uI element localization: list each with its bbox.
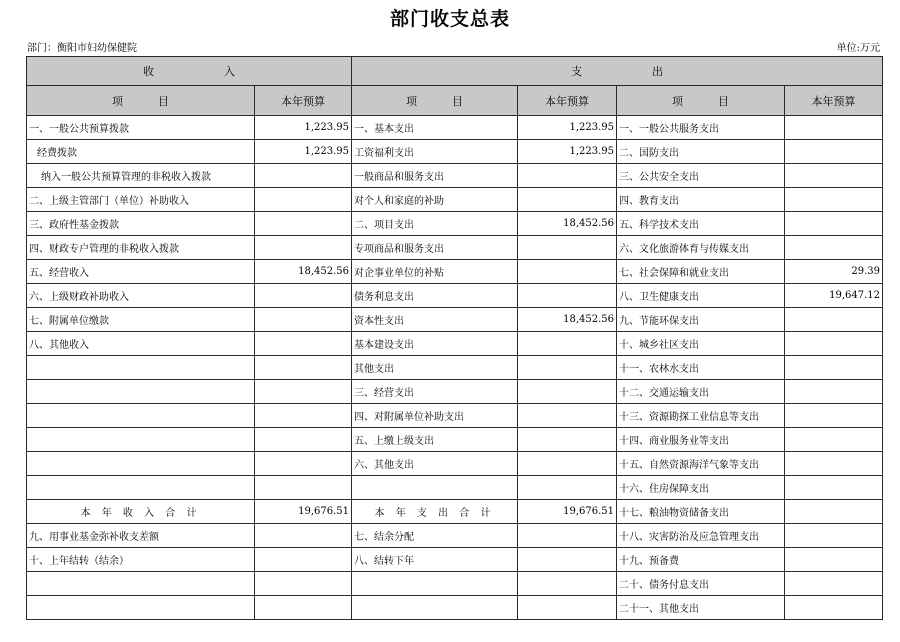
function-item-cell: 八、卫生健康支出	[617, 284, 785, 308]
income-budget-cell: 19,676.51	[255, 500, 352, 524]
function-budget-cell	[785, 572, 883, 596]
expense-budget-cell	[518, 284, 617, 308]
function-budget-cell	[785, 476, 883, 500]
table-row	[27, 524, 883, 548]
expense-item-cell: 基本建设支出	[352, 332, 518, 356]
income-budget-cell	[255, 476, 352, 500]
function-budget-cell	[785, 140, 883, 164]
function-budget-cell	[785, 188, 883, 212]
function-item-cell: 十二、交通运输支出	[617, 380, 785, 404]
expense-budget-cell	[518, 524, 617, 548]
expense-budget-cell	[518, 164, 617, 188]
table-row	[27, 548, 883, 572]
function-item-cell: 十七、粮油物资储备支出	[617, 500, 785, 524]
income-budget-cell	[255, 596, 352, 620]
function-item-cell: 十四、商业服务业等支出	[617, 428, 785, 452]
expense-item-cell: 七、结余分配	[352, 524, 518, 548]
income-item-cell: 三、政府性基金拨款	[27, 212, 255, 236]
income-item-cell: 六、上级财政补助收入	[27, 284, 255, 308]
income-item-cell	[27, 476, 255, 500]
expense-item-cell: 一、基本支出	[352, 116, 518, 140]
expense-item-cell: 本 年 支 出 合 计	[352, 500, 518, 524]
income-budget-cell	[255, 356, 352, 380]
table-row	[27, 212, 883, 236]
expense-budget-cell	[518, 452, 617, 476]
expense-budget-cell	[518, 572, 617, 596]
expense-item-cell: 资本性支出	[352, 308, 518, 332]
table-row	[27, 596, 883, 620]
function-item-cell: 三、公共安全支出	[617, 164, 785, 188]
income-budget-cell	[255, 524, 352, 548]
expense-item-cell: 六、其他支出	[352, 452, 518, 476]
department-label: 部门：衡阳市妇幼保健院	[27, 43, 137, 54]
expense-item-cell: 八、结转下年	[352, 548, 518, 572]
expense-header: 支 出	[352, 57, 883, 86]
function-item-cell: 十六、住房保障支出	[617, 476, 785, 500]
expense-item-cell: 专项商品和服务支出	[352, 236, 518, 260]
income-item-cell: 纳入一般公共预算管理的非税收入拨款	[27, 164, 255, 188]
table-row	[27, 164, 883, 188]
income-budget-cell	[255, 452, 352, 476]
function-budget-cell	[785, 116, 883, 140]
income-item-cell	[27, 404, 255, 428]
expense-budget-cell	[518, 356, 617, 380]
expense-item-cell: 五、上缴上级支出	[352, 428, 518, 452]
income-budget-cell	[255, 572, 352, 596]
income-budget-cell: 1,223.95	[255, 140, 352, 164]
expense-budget-cell: 19,676.51	[518, 500, 617, 524]
expense-budget-cell: 1,223.95	[518, 116, 617, 140]
function-item-cell: 六、文化旅游体育与传媒支出	[617, 236, 785, 260]
table-row	[27, 404, 883, 428]
function-budget-cell	[785, 428, 883, 452]
expense-item-cell	[352, 572, 518, 596]
expense-budget-cell	[518, 236, 617, 260]
function-item-cell: 五、科学技术支出	[617, 212, 785, 236]
table-row	[27, 428, 883, 452]
function-budget-cell	[785, 404, 883, 428]
income-budget-cell	[255, 404, 352, 428]
budget-header: 本年预算	[255, 86, 352, 116]
expense-item-cell: 对个人和家庭的补助	[352, 188, 518, 212]
income-item-cell	[27, 452, 255, 476]
income-item-cell	[27, 596, 255, 620]
function-item-cell: 二十、债务付息支出	[617, 572, 785, 596]
income-item-cell: 一、一般公共预算拨款	[27, 116, 255, 140]
income-budget-cell	[255, 332, 352, 356]
function-item-cell: 二、国防支出	[617, 140, 785, 164]
income-budget-cell: 1,223.95	[255, 116, 352, 140]
table-row	[27, 500, 883, 524]
income-header: 收 入	[27, 57, 352, 86]
expense-item-cell: 对企事业单位的补贴	[352, 260, 518, 284]
income-item-cell	[27, 572, 255, 596]
income-budget-cell	[255, 428, 352, 452]
income-budget-cell	[255, 548, 352, 572]
function-budget-cell	[785, 380, 883, 404]
function-budget-cell	[785, 452, 883, 476]
table-row	[27, 284, 883, 308]
function-budget-cell	[785, 524, 883, 548]
table-row	[27, 572, 883, 596]
item-header: 项 目	[617, 86, 785, 116]
function-budget-cell: 19,647.12	[785, 284, 883, 308]
table-row	[27, 188, 883, 212]
income-item-cell: 九、用事业基金弥补收支差额	[27, 524, 255, 548]
function-item-cell: 七、社会保障和就业支出	[617, 260, 785, 284]
item-header: 项 目	[352, 86, 518, 116]
income-item-cell	[27, 428, 255, 452]
table-row	[27, 380, 883, 404]
income-item-cell	[27, 380, 255, 404]
income-budget-cell	[255, 380, 352, 404]
income-item-cell: 二、上级主管部门（单位）补助收入	[27, 188, 255, 212]
expense-item-cell: 债务利息支出	[352, 284, 518, 308]
function-budget-cell	[785, 356, 883, 380]
function-item-cell: 十、城乡社区支出	[617, 332, 785, 356]
income-item-cell: 五、经营收入	[27, 260, 255, 284]
table-row	[27, 356, 883, 380]
budget-table	[26, 56, 883, 620]
income-budget-cell	[255, 308, 352, 332]
expense-budget-cell	[518, 380, 617, 404]
function-item-cell: 四、教育支出	[617, 188, 785, 212]
function-budget-cell	[785, 500, 883, 524]
table-row	[27, 476, 883, 500]
income-item-cell: 四、财政专户管理的非税收入拨款	[27, 236, 255, 260]
function-budget-cell	[785, 596, 883, 620]
expense-item-cell: 三、经营支出	[352, 380, 518, 404]
table-row	[27, 236, 883, 260]
table-row	[27, 260, 883, 284]
income-item-cell: 七、附属单位缴款	[27, 308, 255, 332]
expense-budget-cell	[518, 548, 617, 572]
table-row	[27, 116, 883, 140]
function-item-cell: 一、一般公共服务支出	[617, 116, 785, 140]
budget-header: 本年预算	[785, 86, 883, 116]
page-title: 部门收支总表	[389, 8, 510, 30]
income-item-cell: 本 年 收 入 合 计	[27, 500, 255, 524]
income-item-cell	[27, 356, 255, 380]
expense-budget-cell	[518, 332, 617, 356]
table-header-row	[27, 57, 883, 86]
expense-budget-cell	[518, 476, 617, 500]
expense-item-cell: 一般商品和服务支出	[352, 164, 518, 188]
function-item-cell: 十三、资源勘探工业信息等支出	[617, 404, 785, 428]
table-row	[27, 140, 883, 164]
expense-budget-cell	[518, 260, 617, 284]
expense-budget-cell	[518, 188, 617, 212]
table-row	[27, 308, 883, 332]
function-budget-cell	[785, 236, 883, 260]
income-budget-cell	[255, 284, 352, 308]
expense-budget-cell: 1,223.95	[518, 140, 617, 164]
function-budget-cell	[785, 332, 883, 356]
expense-item-cell	[352, 476, 518, 500]
function-item-cell: 十一、农林水支出	[617, 356, 785, 380]
expense-budget-cell	[518, 596, 617, 620]
table-subheader-row	[27, 86, 883, 116]
function-item-cell: 九、节能环保支出	[617, 308, 785, 332]
table-row	[27, 332, 883, 356]
expense-budget-cell: 18,452.56	[518, 308, 617, 332]
income-item-cell: 经费拨款	[27, 140, 255, 164]
income-item-cell: 十、上年结转（结余）	[27, 548, 255, 572]
income-budget-cell	[255, 212, 352, 236]
function-item-cell: 十五、自然资源海洋气象等支出	[617, 452, 785, 476]
expense-budget-cell	[518, 428, 617, 452]
income-budget-cell	[255, 188, 352, 212]
function-budget-cell: 29.39	[785, 260, 883, 284]
expense-item-cell	[352, 596, 518, 620]
function-budget-cell	[785, 212, 883, 236]
unit-label: 单位:万元	[836, 43, 880, 54]
function-budget-cell	[785, 308, 883, 332]
budget-header: 本年预算	[518, 86, 617, 116]
income-budget-cell	[255, 236, 352, 260]
expense-budget-cell: 18,452.56	[518, 212, 617, 236]
table-row	[27, 452, 883, 476]
function-item-cell: 二十一、其他支出	[617, 596, 785, 620]
expense-item-cell: 四、对附属单位补助支出	[352, 404, 518, 428]
income-budget-cell	[255, 164, 352, 188]
income-budget-cell: 18,452.56	[255, 260, 352, 284]
function-budget-cell	[785, 164, 883, 188]
expense-item-cell: 其他支出	[352, 356, 518, 380]
expense-item-cell: 二、项目支出	[352, 212, 518, 236]
function-item-cell: 十八、灾害防治及应急管理支出	[617, 524, 785, 548]
item-header: 项 目	[27, 86, 255, 116]
expense-budget-cell	[518, 404, 617, 428]
function-budget-cell	[785, 548, 883, 572]
function-item-cell: 十九、预备费	[617, 548, 785, 572]
income-item-cell: 八、其他收入	[27, 332, 255, 356]
expense-item-cell: 工资福利支出	[352, 140, 518, 164]
